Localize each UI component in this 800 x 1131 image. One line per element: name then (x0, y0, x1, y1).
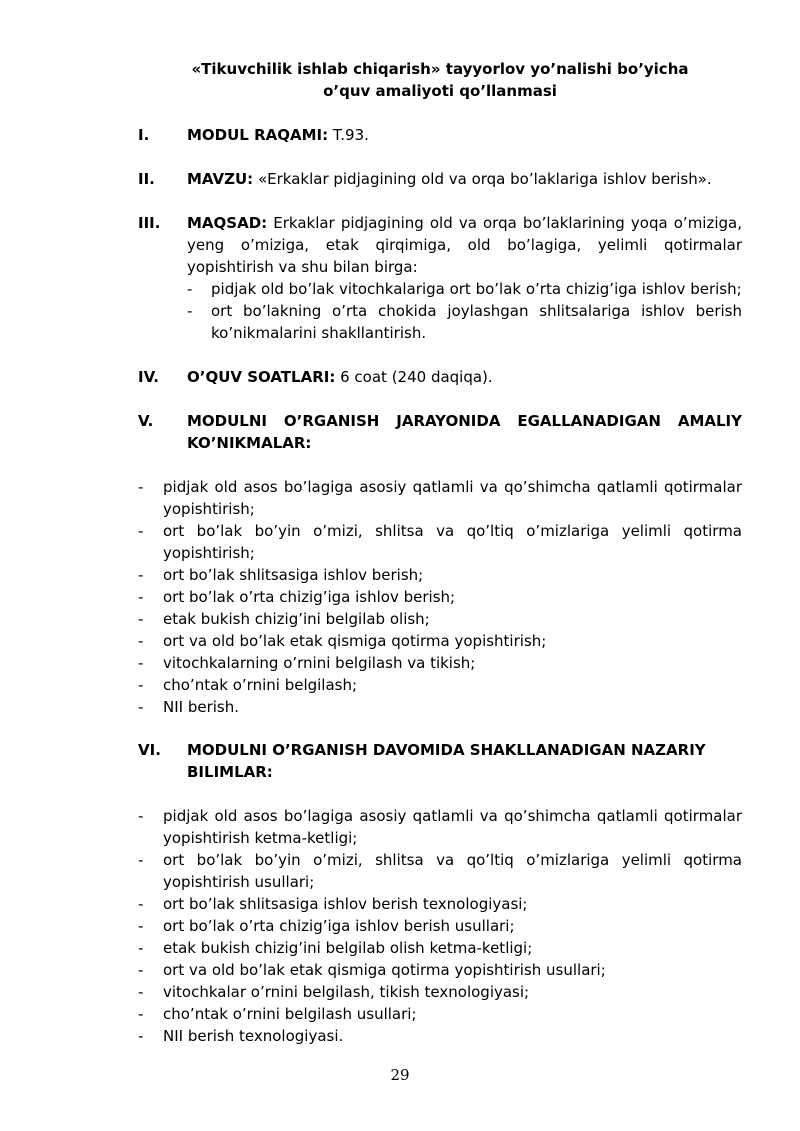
dash-bullet: - (187, 302, 193, 320)
list-item: - pidjak old bo’lak vitochkalariga ort bo’lak o’rta chizig’iga ishlov berish; (187, 280, 742, 298)
dash-bullet: - (138, 851, 144, 869)
title-line-1: «Tikuvchilik ishlab chiqarish» tayyorlov yo’nalishi bo’yicha (191, 60, 689, 78)
practical-skills-list (138, 476, 742, 718)
list-item: - cho’ntak o’rnini belgilash usullari; (138, 1005, 417, 1023)
dash-bullet: - (138, 522, 144, 540)
section-number: I. (138, 126, 150, 144)
section-label: MODUL RAQAMI: (187, 126, 329, 144)
dash-bullet: - (138, 632, 144, 650)
goal-list (187, 278, 742, 344)
dash-bullet: - (138, 917, 144, 935)
section-number: III. (138, 214, 161, 232)
dash-bullet: - (138, 676, 144, 694)
section-goal (138, 212, 742, 344)
dash-bullet: - (138, 983, 144, 1001)
list-item: - ort va old bo’lak etak qismiga qotirma yopishtirish; (138, 632, 547, 650)
dash-bullet: - (138, 478, 144, 496)
list-item: - cho’ntak o’rnini belgilash; (138, 676, 358, 694)
list-item: - ort bo’lak bo’yin o’mizi, shlitsa va qo’ltiq o’mizlariga yelimli qotirma yopishtirish; (138, 522, 742, 562)
list-item: - vitochkalar o’rnini belgilash, tikish texnologiyasi; (138, 983, 530, 1001)
section-heading-line-1: MODULNI O’RGANISH JARAYONIDA EGALLANADIGAN AMALIY (187, 412, 742, 430)
document-title (138, 58, 742, 102)
list-item: - ort bo’lak o’rta chizig’iga ishlov berish; (138, 588, 456, 606)
dash-bullet: - (138, 610, 144, 628)
section-practical-skills (138, 410, 742, 454)
section-heading-line-2: KO’NIKMALAR: (187, 434, 312, 452)
section-heading-line-1: MODULNI O’RGANISH DAVOMIDA SHAKLLANADIGAN NAZARIY (187, 741, 706, 759)
section-label: MAVZU: (187, 170, 254, 188)
list-item: - NII berish. (138, 698, 240, 716)
section-heading-line-2: BILIMLAR: (187, 763, 273, 781)
dash-bullet: - (138, 698, 144, 716)
title-line-2: o’quv amaliyoti qo’llanmasi (323, 82, 557, 100)
dash-bullet: - (138, 588, 144, 606)
dash-bullet: - (138, 1027, 144, 1045)
section-module-number (138, 124, 742, 146)
dash-bullet: - (138, 566, 144, 584)
dash-bullet: - (138, 939, 144, 957)
dash-bullet: - (138, 1005, 144, 1023)
section-label: MAQSAD: (187, 214, 268, 232)
section-label: O’QUV SOATLARI: (187, 368, 336, 386)
list-item: - ort bo’lak bo’yin o’mizi, shlitsa va qo’ltiq o’mizlariga yelimli qotirma yopishtirish usullari; (138, 851, 742, 891)
list-item: - NII berish texnologiyasi. (138, 1027, 344, 1045)
section-text: 6 coat (240 daqiqa). (335, 368, 493, 386)
dash-bullet: - (138, 807, 144, 825)
list-item: - pidjak old asos bo’lagiga asosiy qatlamli va qo’shimcha qatlamli qotirmalar yopishtirish ketma-ketligi; (138, 807, 742, 847)
section-number: II. (138, 170, 155, 188)
section-topic (138, 168, 742, 190)
page-number: 29 (390, 1066, 410, 1084)
section-text: T.93. (328, 126, 369, 144)
section-number: VI. (138, 741, 161, 759)
section-number: V. (138, 412, 154, 430)
dash-bullet: - (138, 961, 144, 979)
dash-bullet: - (138, 895, 144, 913)
list-item: - ort bo’lakning o’rta chokida joylashgan shlitsalariga ishlov berish ko’nikmalarini shakllantirish. (187, 302, 742, 342)
section-study-hours (138, 366, 742, 388)
dash-bullet: - (138, 654, 144, 672)
section-text: «Erkaklar pidjagining old va orqa bo’laklariga ishlov berish». (253, 170, 712, 188)
list-item: - pidjak old asos bo’lagiga asosiy qatlamli va qo’shimcha qatlamli qotirmalar yopishtirish; (138, 478, 742, 518)
list-item: - ort bo’lak o’rta chizig’iga ishlov berish usullari; (138, 917, 515, 935)
section-text: Erkaklar pidjagining old va orqa bo’laklarining yoqa o’miziga, yeng o’miziga, etak qirqimiga, old bo’lagiga, yelimli qotirmalar yopishtirish va shu bilan birga: (187, 214, 742, 276)
dash-bullet: - (187, 280, 193, 298)
list-item: - vitochkalarning o’rnini belgilash va tikish; (138, 654, 476, 672)
section-number: IV. (138, 368, 159, 386)
list-item: - ort bo’lak shlitsasiga ishlov berish texnologiyasi; (138, 895, 528, 913)
list-item: - etak bukish chizig’ini belgilab olish ketma-ketligi; (138, 939, 533, 957)
section-theoretical-knowledge (138, 739, 742, 783)
theoretical-knowledge-list (138, 805, 742, 1047)
list-item: - etak bukish chizig’ini belgilab olish; (138, 610, 430, 628)
list-item: - ort bo’lak shlitsasiga ishlov berish; (138, 566, 424, 584)
list-item: - ort va old bo’lak etak qismiga qotirma yopishtirish usullari; (138, 961, 606, 979)
